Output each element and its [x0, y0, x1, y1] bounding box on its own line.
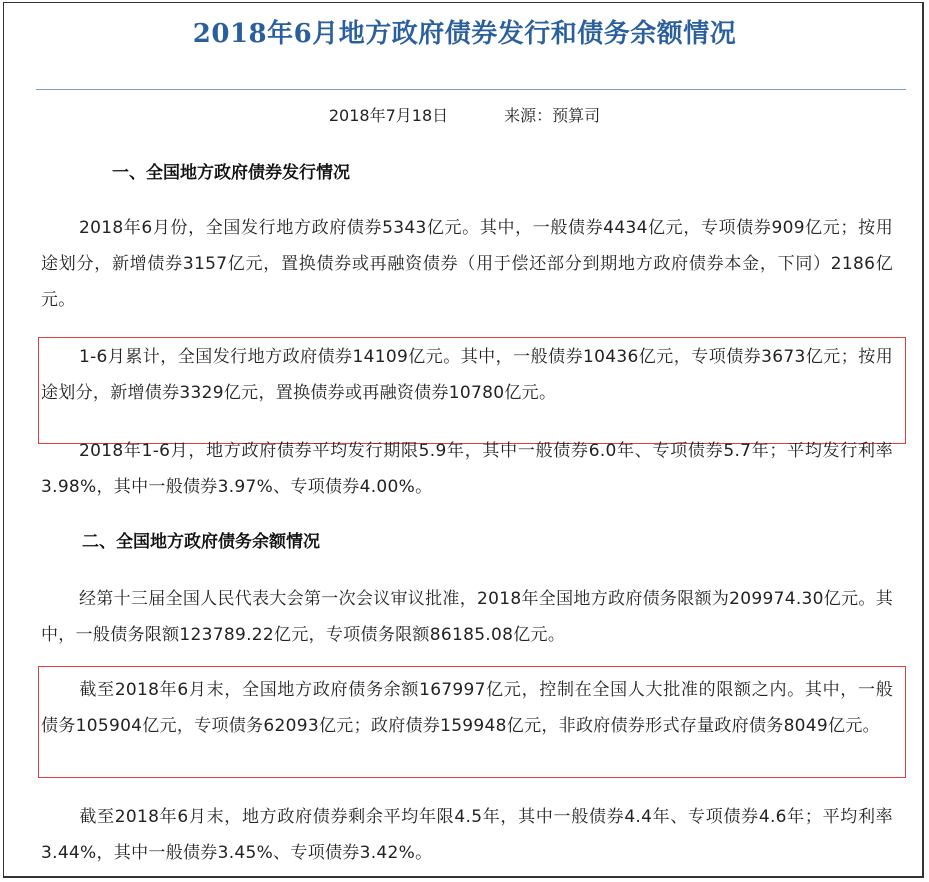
section-heading-issuance: 一、全国地方政府债券发行情况 [112, 163, 350, 183]
paragraph-text: 截至2018年6月末，全国地方政府债务余额167997亿元，控制在全国人大批准的限额之内。其中，一般债务105904亿元，专项债务62093亿元；政府债券159948亿元，非政府债券形式存量政府债务8049亿元。 [41, 680, 893, 736]
paragraph-text: 2018年6月份，全国发行地方政府债券5343亿元。其中，一般债券4434亿元，专项债券909亿元；按用途划分，新增债券3157亿元，置换债券或再融资债券（用于偿还部分到期地方政府债券本金，下同）2186亿元。 [41, 218, 893, 310]
paragraph-issuance-terms [41, 433, 893, 505]
paragraph-debt-balance [41, 672, 893, 744]
publish-date: 2018年7月18日 [328, 106, 449, 125]
source-label: 来源：预算司 [504, 106, 601, 125]
paragraph-text: 1-6月累计，全国发行地方政府债券14109亿元。其中，一般债券10436亿元，专项债券3673亿元；按用途划分，新增债券3329亿元，置换债券或再融资债券10780亿元。 [41, 347, 893, 403]
paragraph-text: 经第十三届全国人民代表大会第一次会议审议批准，2018年全国地方政府债务限额为209974.30亿元。其中，一般债务限额123789.22亿元，专项债务限额86185.08亿元。 [41, 589, 893, 645]
paragraph-text: 2018年1-6月，地方政府债券平均发行期限5.9年，其中一般债券6.0年、专项债券5.7年；平均发行利率3.98%，其中一般债券3.97%、专项债券4.00%。 [41, 441, 893, 497]
paragraph-issuance-cumulative [41, 339, 893, 411]
section-heading-balance: 二、全国地方政府债务余额情况 [82, 532, 320, 552]
paragraph-debt-limit [41, 581, 893, 653]
page-title: 2018年6月地方政府债券发行和债务余额情况 [192, 19, 737, 49]
paragraph-remaining-term [41, 799, 893, 871]
article-meta [0, 102, 929, 130]
title-divider [36, 89, 906, 90]
paragraph-text: 截至2018年6月末，地方政府债券剩余平均年限4.5年，其中一般债券4.4年、专项债券4.6年；平均利率3.44%，其中一般债券3.45%、专项债券3.42%。 [41, 807, 893, 863]
paragraph-issuance-june [41, 210, 893, 318]
